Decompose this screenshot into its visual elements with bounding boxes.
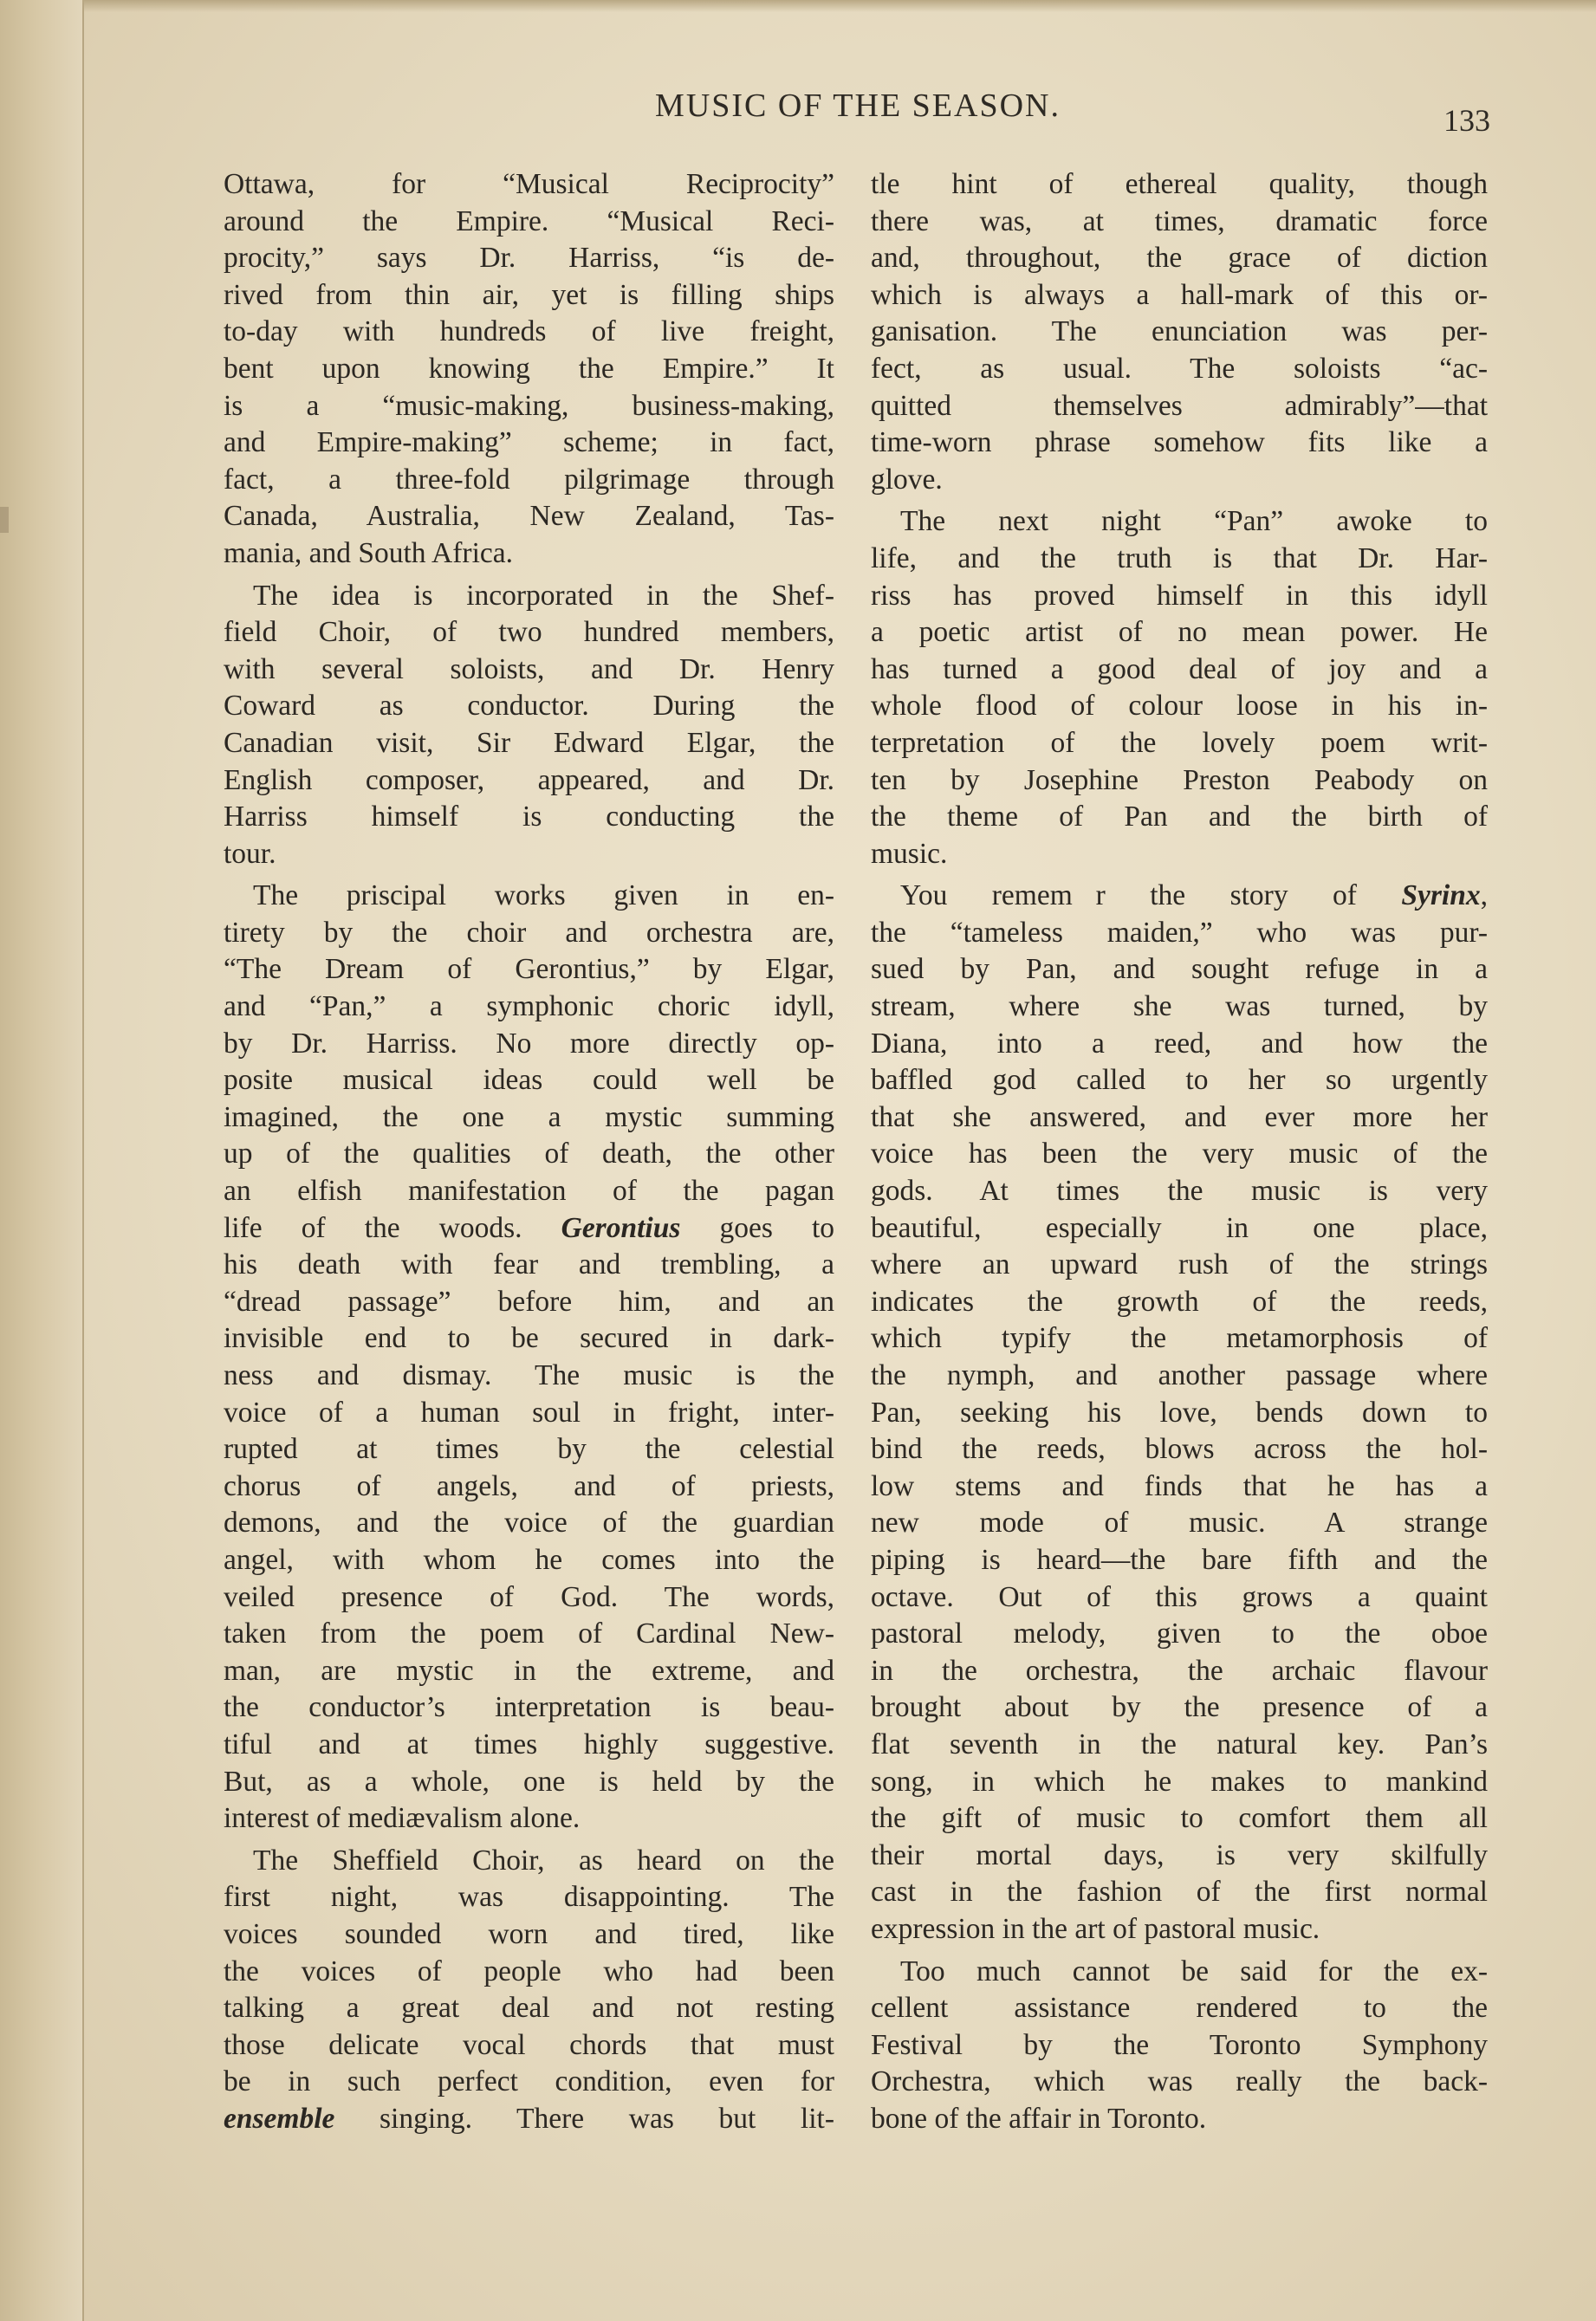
- text-line: voice of a human soul in fright, inter-: [224, 1396, 834, 1429]
- text-line: that she answered, and ever more her: [871, 1100, 1488, 1133]
- text-line: the “tameless maiden,” who was pur-: [871, 916, 1488, 949]
- text-line: The priscipal works given in en-: [253, 879, 834, 912]
- text-line: flat seventh in the natural key. Pan’s: [871, 1728, 1488, 1760]
- text-line: talking a great deal and not resting: [224, 1992, 834, 2025]
- text-line: the nymph, and another passage where: [871, 1359, 1488, 1391]
- text-line: quitted themselves admirably”—that: [871, 389, 1488, 422]
- text-line: baffled god called to her so urgently: [871, 1064, 1488, 1097]
- text-segment: life of the woods.: [224, 1211, 522, 1244]
- text-line: which is always a hall-mark of this or-: [871, 278, 1488, 311]
- text-line: invisible end to be secured in dark-: [224, 1322, 834, 1355]
- text-line: tour.: [224, 837, 276, 870]
- text-line: be in such perfect condition, even for: [224, 2065, 834, 2098]
- text-line: cast in the fashion of the first normal: [871, 1876, 1488, 1909]
- text-line: which typify the metamorphosis of: [871, 1322, 1488, 1355]
- text-line: a poetic artist of no mean power. He: [871, 616, 1488, 649]
- text-line: the voices of people who had been: [224, 1955, 834, 1987]
- text-line: to-day with hundreds of live freight,: [224, 315, 834, 348]
- text-line: “The Dream of Gerontius,” by Elgar,: [224, 953, 834, 986]
- text-line: is a “music-making, business-making,: [224, 389, 834, 422]
- text-line: The idea is incorporated in the Shef-: [253, 579, 834, 612]
- left-column: [224, 166, 834, 2137]
- text-line: music.: [871, 837, 948, 870]
- page-number: 133: [1444, 103, 1490, 138]
- text-line: up of the qualities of death, the other: [224, 1138, 834, 1170]
- text-line: rupted at times by the celestial: [224, 1433, 834, 1466]
- italic-word: ensemble: [224, 2102, 335, 2135]
- text-line: whole flood of colour loose in his in-: [871, 690, 1488, 723]
- text-line: their mortal days, is very skilfully: [871, 1838, 1488, 1871]
- text-line: Canada, Australia, New Zealand, Tas-: [224, 500, 834, 533]
- text-line: those delicate vocal chords that must: [224, 2028, 834, 2061]
- text-line: and “Pan,” a symphonic choric idyll,: [224, 990, 834, 1023]
- text-segment: goes to: [680, 1211, 834, 1244]
- right-column: [871, 166, 1488, 2137]
- text-line: the gift of music to comfort them all: [871, 1802, 1488, 1835]
- text-line: angel, with whom he comes into the: [224, 1543, 834, 1576]
- text-line: Harriss himself is conducting the: [224, 801, 834, 833]
- page-top-edge: [82, 0, 1596, 12]
- text-line: brought about by the presence of a: [871, 1691, 1488, 1724]
- text-line: Festival by the Toronto Symphony: [871, 2028, 1488, 2061]
- text-segment: ,: [1480, 879, 1488, 912]
- text-line: terpretation of the lovely poem writ-: [871, 726, 1488, 759]
- text-segment: r the story of: [1095, 879, 1402, 912]
- text-line: Orchestra, which was really the back-: [871, 2065, 1488, 2098]
- text-line: “dread passage” before him, and an: [224, 1285, 834, 1318]
- text-line: in the orchestra, the archaic flavour: [871, 1654, 1488, 1687]
- text-line: rived from thin air, yet is filling ships: [224, 278, 834, 311]
- text-line: veiled presence of God. The words,: [224, 1580, 834, 1613]
- text-line: imagined, the one a mystic summing: [224, 1100, 834, 1133]
- text-line: Diana, into a reed, and how the: [871, 1027, 1488, 1060]
- text-line: has turned a good deal of joy and a: [871, 652, 1488, 685]
- text-line: octave. Out of this grows a quaint: [871, 1580, 1488, 1613]
- text-line: sued by Pan, and sought refuge in a: [871, 953, 1488, 986]
- running-title: MUSIC OF THE SEASON.: [655, 88, 1061, 124]
- text-line: an elfish manifestation of the pagan: [224, 1175, 834, 1208]
- text-line: English composer, appeared, and Dr.: [224, 763, 834, 796]
- text-line: Coward as conductor. During the: [224, 690, 834, 723]
- text-line: tle hint of ethereal quality, though: [871, 168, 1488, 200]
- text-line: interest of mediævalism alone.: [224, 1802, 581, 1835]
- text-line: [871, 878, 1488, 915]
- text-line: man, are mystic in the extreme, and: [224, 1654, 834, 1687]
- text-line: mania, and South Africa.: [224, 536, 513, 569]
- text-line: there was, at times, dramatic force: [871, 204, 1488, 237]
- text-line: Too much cannot be said for the ex-: [900, 1955, 1488, 1987]
- text-line: tiful and at times highly suggestive.: [224, 1728, 834, 1760]
- text-line: by Dr. Harriss. No more directly op-: [224, 1027, 834, 1060]
- book-spine-edge: [0, 0, 84, 2321]
- text-line: Canadian visit, Sir Edward Elgar, the: [224, 726, 834, 759]
- text-line: demons, and the voice of the guardian: [224, 1507, 834, 1540]
- text-line: But, as a whole, one is held by the: [224, 1765, 834, 1798]
- margin-mark: [0, 507, 9, 533]
- text-line: low stems and finds that he has a: [871, 1469, 1488, 1502]
- text-line: [224, 2101, 834, 2138]
- text-line: Pan, seeking his love, bends down to: [871, 1396, 1488, 1429]
- paragraph: [871, 878, 1488, 1948]
- text-line: bent upon knowing the Empire.” It: [224, 352, 834, 385]
- text-line: the conductor’s interpretation is beau-: [224, 1691, 834, 1724]
- text-line: and, throughout, the grace of diction: [871, 242, 1488, 275]
- paragraph: [871, 503, 1488, 872]
- text-line: taken from the poem of Cardinal New-: [224, 1618, 834, 1650]
- text-line: procity,” says Dr. Harriss, “is de-: [224, 242, 834, 275]
- text-line: field Choir, of two hundred members,: [224, 616, 834, 649]
- italic-name: Syrinx: [1401, 879, 1481, 912]
- italic-title: Gerontius: [561, 1211, 681, 1244]
- text-line: riss has proved himself in this idyll: [871, 579, 1488, 612]
- text-line: The Sheffield Choir, as heard on the: [253, 1844, 834, 1877]
- text-line: time-worn phrase somehow fits like a: [871, 426, 1488, 459]
- text-line: with several soloists, and Dr. Henry: [224, 652, 834, 685]
- text-line: bone of the affair in Toronto.: [871, 2102, 1207, 2135]
- text-line: first night, was disappointing. The: [224, 1881, 834, 1914]
- text-line: and Empire-making” scheme; in fact,: [224, 426, 834, 459]
- text-line: song, in which he makes to mankind: [871, 1765, 1488, 1798]
- text-line: [224, 1210, 834, 1248]
- text-line: where an upward rush of the strings: [871, 1248, 1488, 1281]
- text-line: posite musical ideas could well be: [224, 1064, 834, 1097]
- text-line: ten by Josephine Preston Peabody on: [871, 763, 1488, 796]
- paragraph: [224, 578, 834, 873]
- text-line: tirety by the choir and orchestra are,: [224, 916, 834, 949]
- text-line: chorus of angels, and of priests,: [224, 1469, 834, 1502]
- text-line: expression in the art of pastoral music.: [871, 1912, 1320, 1945]
- text-line: indicates the growth of the reeds,: [871, 1285, 1488, 1318]
- text-line: life, and the truth is that Dr. Har-: [871, 541, 1488, 574]
- text-line: piping is heard—the bare fifth and the: [871, 1543, 1488, 1576]
- text-line: The next night “Pan” awoke to: [900, 505, 1488, 538]
- text-line: pastoral melody, given to the oboe: [871, 1618, 1488, 1650]
- text-line: ganisation. The enunciation was per-: [871, 315, 1488, 348]
- paragraph: [871, 1954, 1488, 2138]
- text-line: ness and dismay. The music is the: [224, 1359, 834, 1391]
- text-line: fact, a three-fold pilgrimage through: [224, 463, 834, 496]
- text-segment: You remem: [900, 879, 1073, 912]
- text-line: his death with fear and trembling, a: [224, 1248, 834, 1281]
- text-line: glove.: [871, 463, 943, 496]
- text-line: stream, where she was turned, by: [871, 990, 1488, 1023]
- paragraph: [224, 1843, 834, 2138]
- text-line: new mode of music. A strange: [871, 1507, 1488, 1540]
- paragraph: [224, 166, 834, 573]
- text-line: beautiful, especially in one place,: [871, 1211, 1488, 1244]
- paragraph: [224, 878, 834, 1837]
- text-line: voice has been the very music of the: [871, 1138, 1488, 1170]
- text-line: gods. At times the music is very: [871, 1175, 1488, 1208]
- text-segment: singing. There was but lit-: [334, 2102, 834, 2135]
- text-line: around the Empire. “Musical Reci-: [224, 204, 834, 237]
- text-line: bind the reeds, blows across the hol-: [871, 1433, 1488, 1466]
- text-line: Ottawa, for “Musical Reciprocity”: [224, 168, 834, 200]
- text-line: cellent assistance rendered to the: [871, 1992, 1488, 2025]
- text-line: voices sounded worn and tired, like: [224, 1917, 834, 1950]
- text-line: fect, as usual. The soloists “ac-: [871, 352, 1488, 385]
- paragraph: [871, 166, 1488, 498]
- text-line: the theme of Pan and the birth of: [871, 801, 1488, 833]
